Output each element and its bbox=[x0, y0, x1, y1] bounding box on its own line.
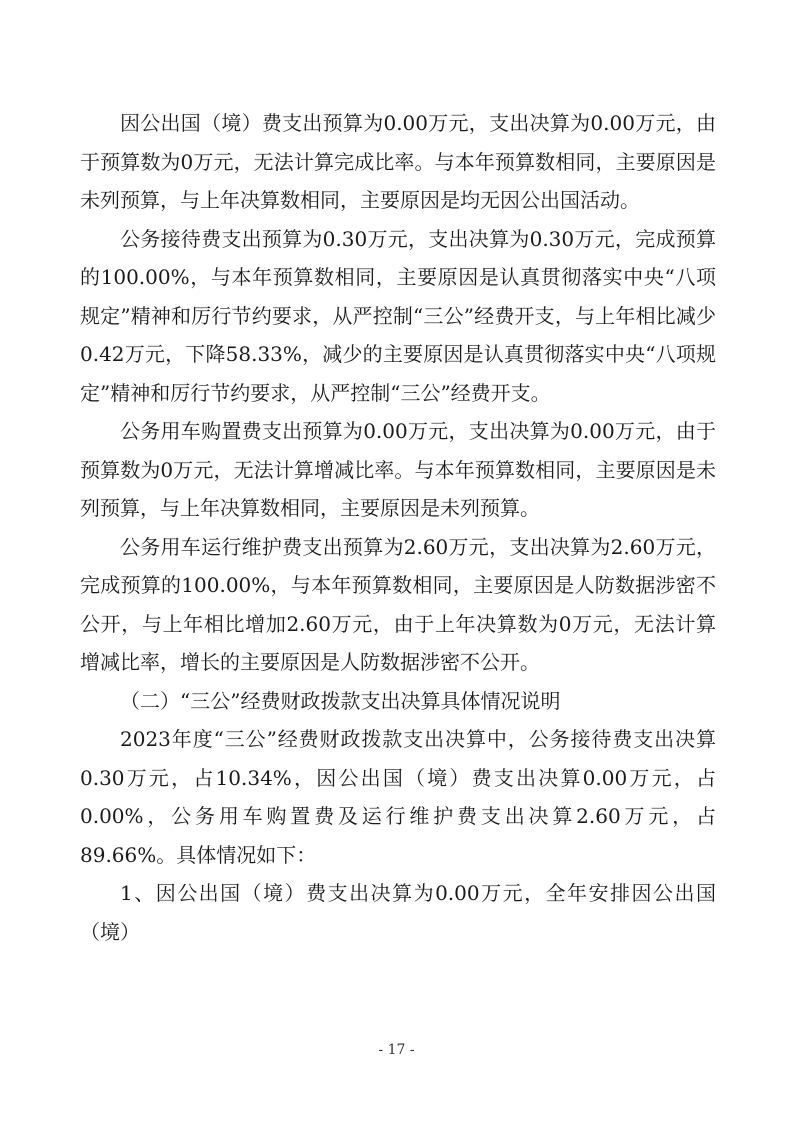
paragraph-overseas-travel: 因公出国（境）费支出预算为0.00万元，支出决算为0.00万元，由于预算数为0万元，无法计算完成比率。与本年预算数相同，主要原因是未列预算，与上年决算数相同，主要原因是均无因公出国活动。 bbox=[80, 111, 716, 212]
page-number: - 17 - bbox=[378, 1042, 415, 1058]
paragraph-summary: 2023年度“三公”经费财政拨款支出决算中，公务接待费支出决算0.30万元，占10.34%，因公出国（境）费支出决算0.00万元，占0.00%，公务用车购置费及运行维护费支出决算2.60万元，占89.66%。具体情况如下： bbox=[80, 727, 716, 867]
paragraph-item-1: 1、因公出国（境）费支出决算为0.00万元，全年安排因公出国（境） bbox=[80, 881, 716, 944]
paragraph-vehicle-purchase: 公务用车购置费支出预算为0.00万元，支出决算为0.00万元，由于预算数为0万元，无法计算增减比率。与本年预算数相同，主要原因是未列预算，与上年决算数相同，主要原因是未列预算。 bbox=[80, 419, 716, 520]
paragraph-vehicle-maintenance: 公务用车运行维护费支出预算为2.60万元，支出决算为2.60万元，完成预算的100.00%，与本年预算数相同，主要原因是人防数据涉密不公开，与上年相比增加2.60万元，由于上年决算数为0万元，无法计算增减比率，增长的主要原因是人防数据涉密不公开。 bbox=[80, 534, 716, 674]
document-body bbox=[80, 104, 716, 951]
section-heading: （二）“三公”经费财政拨款支出决算具体情况说明 bbox=[120, 688, 561, 713]
paragraph-official-reception: 公务接待费支出预算为0.30万元，支出决算为0.30万元，完成预算的100.00%，与本年预算数相同，主要原因是认真贯彻落实中央“八项规定”精神和厉行节约要求，从严控制“三公”经费开支，与上年相比减少0.42万元，下降58.33%，减少的主要原因是认真贯彻落实中央“八项规定”精神和厉行节约要求，从严控制“三公”经费开支。 bbox=[80, 226, 716, 405]
